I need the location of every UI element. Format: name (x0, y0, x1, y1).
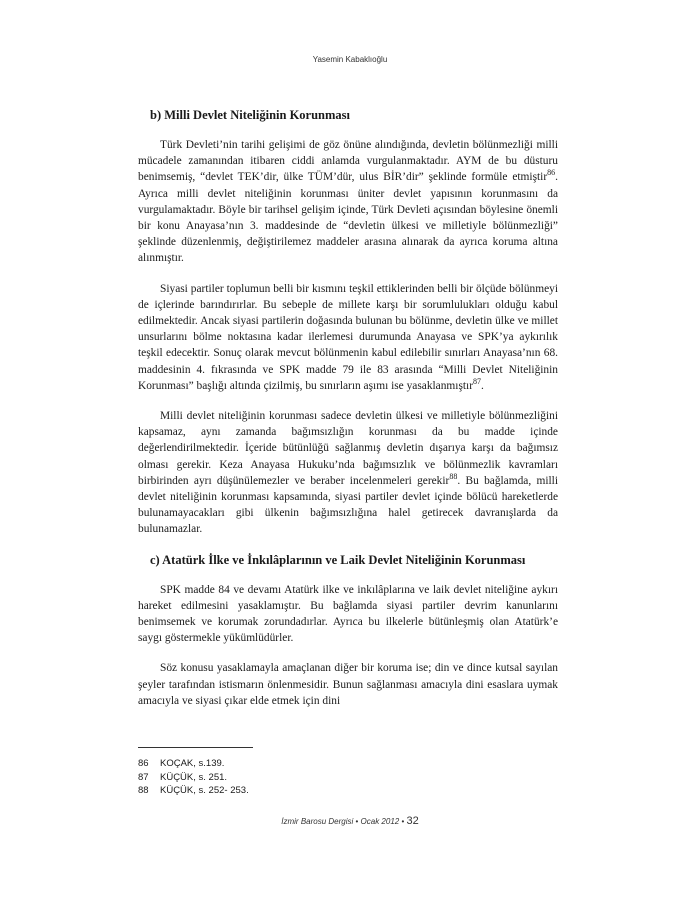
footnote-ref-88[interactable]: 88 (449, 472, 458, 482)
footnote-88: 88 KÜÇÜK, s. 252- 253. (138, 785, 249, 796)
footnote-87: 87 KÜÇÜK, s. 251. (138, 771, 228, 783)
footnote-ref-87[interactable]: 87 (473, 377, 482, 387)
paragraph-2: Siyasi partiler toplumun belli bir kısmını teşkil ettiklerinden belli bir ölçüde bölünmeyi de içlerinde barındırırlar. Bu sebeple de millete karşı bir sorumlulukları olduğu kabul edilmektedir. Ancak siyasi partilerin doğasında bulunan bu bölünme, devletin ülke ve millet unsurlarını bölme noktasına kadar ilerlemesi durumunda Anayasa ve SPK’ya aykırılık teşkil edecektir. Sonuç olarak mevcut bölünmenin kabul edilebilir sınırları Anayasa’nın 68. maddesinin 4. fıkrasında ve SPK madde 79 ile 83 arasında “Milli Devlet Niteliğinin Korunması” başlığı altında çizilmiş, bu sınırların aşımı ise yasaklanmıştır$^{87}$. (138, 282, 558, 392)
footer-journal: İzmir Barosu Dergisi (281, 817, 354, 826)
section-heading-ataturk-ilkeleri: c) Atatürk İlke ve İnkılâplarının ve Laik Devlet Niteliğinin Korunması (150, 552, 526, 567)
page-footer (0, 815, 700, 827)
footnote-divider (138, 747, 253, 748)
paragraph-4: SPK madde 84 ve devamı Atatürk ilke ve inkılâplarına ve laik devlet niteliğine aykırı hareket edilmesini yasaklamıştır. Bu bağlamda siyasi partiler devrim kanunlarını benimsemek ve korumak zorundadırlar. Ayrıca bu ilkelerle bütünleşmiş olan Atatürk’e saygı göstermekle yükümlüdürler. (138, 583, 558, 645)
page-number: 32 (406, 815, 419, 827)
page-body (138, 107, 558, 723)
footnotes (138, 757, 438, 798)
running-head-author: Yasemin Kabaklıoğlu (312, 55, 388, 64)
footnote-86: 86 KOÇAK, s.139. (138, 758, 225, 769)
footer-separator-2: • (399, 817, 407, 826)
section-heading-milli-devlet: b) Milli Devlet Niteliğinin Korunması (150, 108, 350, 122)
footnote-ref-86[interactable]: 86 (547, 168, 556, 178)
paragraph-5: Söz konusu yasaklamayla amaçlanan diğer bir koruma ise; din ve dince kutsal sayılan şeyler tarafından istismarın önlenmesidir. Bunun sağlanması amacıyla dini esaslara uymak amacıyla ve siyasi çıkar elde etmek için dini (138, 662, 558, 707)
footer-separator-1: • (353, 817, 361, 826)
paragraph-1: Türk Devleti’nin tarihi gelişimi de göz önüne alındığında, devletin bölünmezliği milli mücadele zamanından itibaren ciddi anlamda vurgulanmaktadır. AYM de bu düsturu benimsemiş, “devlet TEK’dir, ülke TÜM’dür, ulus BİR’dir” şeklinde formüle etmiştir$^{86}$. Ayrıca milli devlet niteliğinin korunması üniter devlet yapısının korunmasını da vurgulamaktadır. Böyle bir tarihsel gelişim içinde, Türk Devleti açısından böylesine önemli bir konu Anayasa’nın 3. maddesinde de “devletin ülkesi ve milletiyle bölünmezliği” şeklinde düzenlenmiş, değiştirilemez maddeler arasına alınarak da ayrıca koruma altına alınmıştır. (138, 139, 558, 265)
paragraph-3: Milli devlet niteliğinin korunması sadece devletin ülkesi ve milletiyle bölünmezliğini kapsamaz, aynı zamanda bağımsızlığın korunması da bu madde içinde değerlendirilmektedir. İçeride bütünlüğü sağlanmış devletin dışarıya karşı da bağımsız olması gerekir. Keza Anayasa Hukuku’nda bağımsızlık ve bölünmezlik kavramları birbirinden ayrı düşünülemezler ve beraber incelenmeleri gerekir$^{88}$. Bu bağlamda, milli devlet niteliğinin korunması kapsamında, siyasi partiler devlet içinde bölücü hareketlerde bulunamayacakları gibi ülkenin bağımsızlığına halel getirecek davranışlarda da bulunamazlar. (138, 410, 559, 536)
footer-issue: Ocak 2012 (360, 817, 400, 826)
